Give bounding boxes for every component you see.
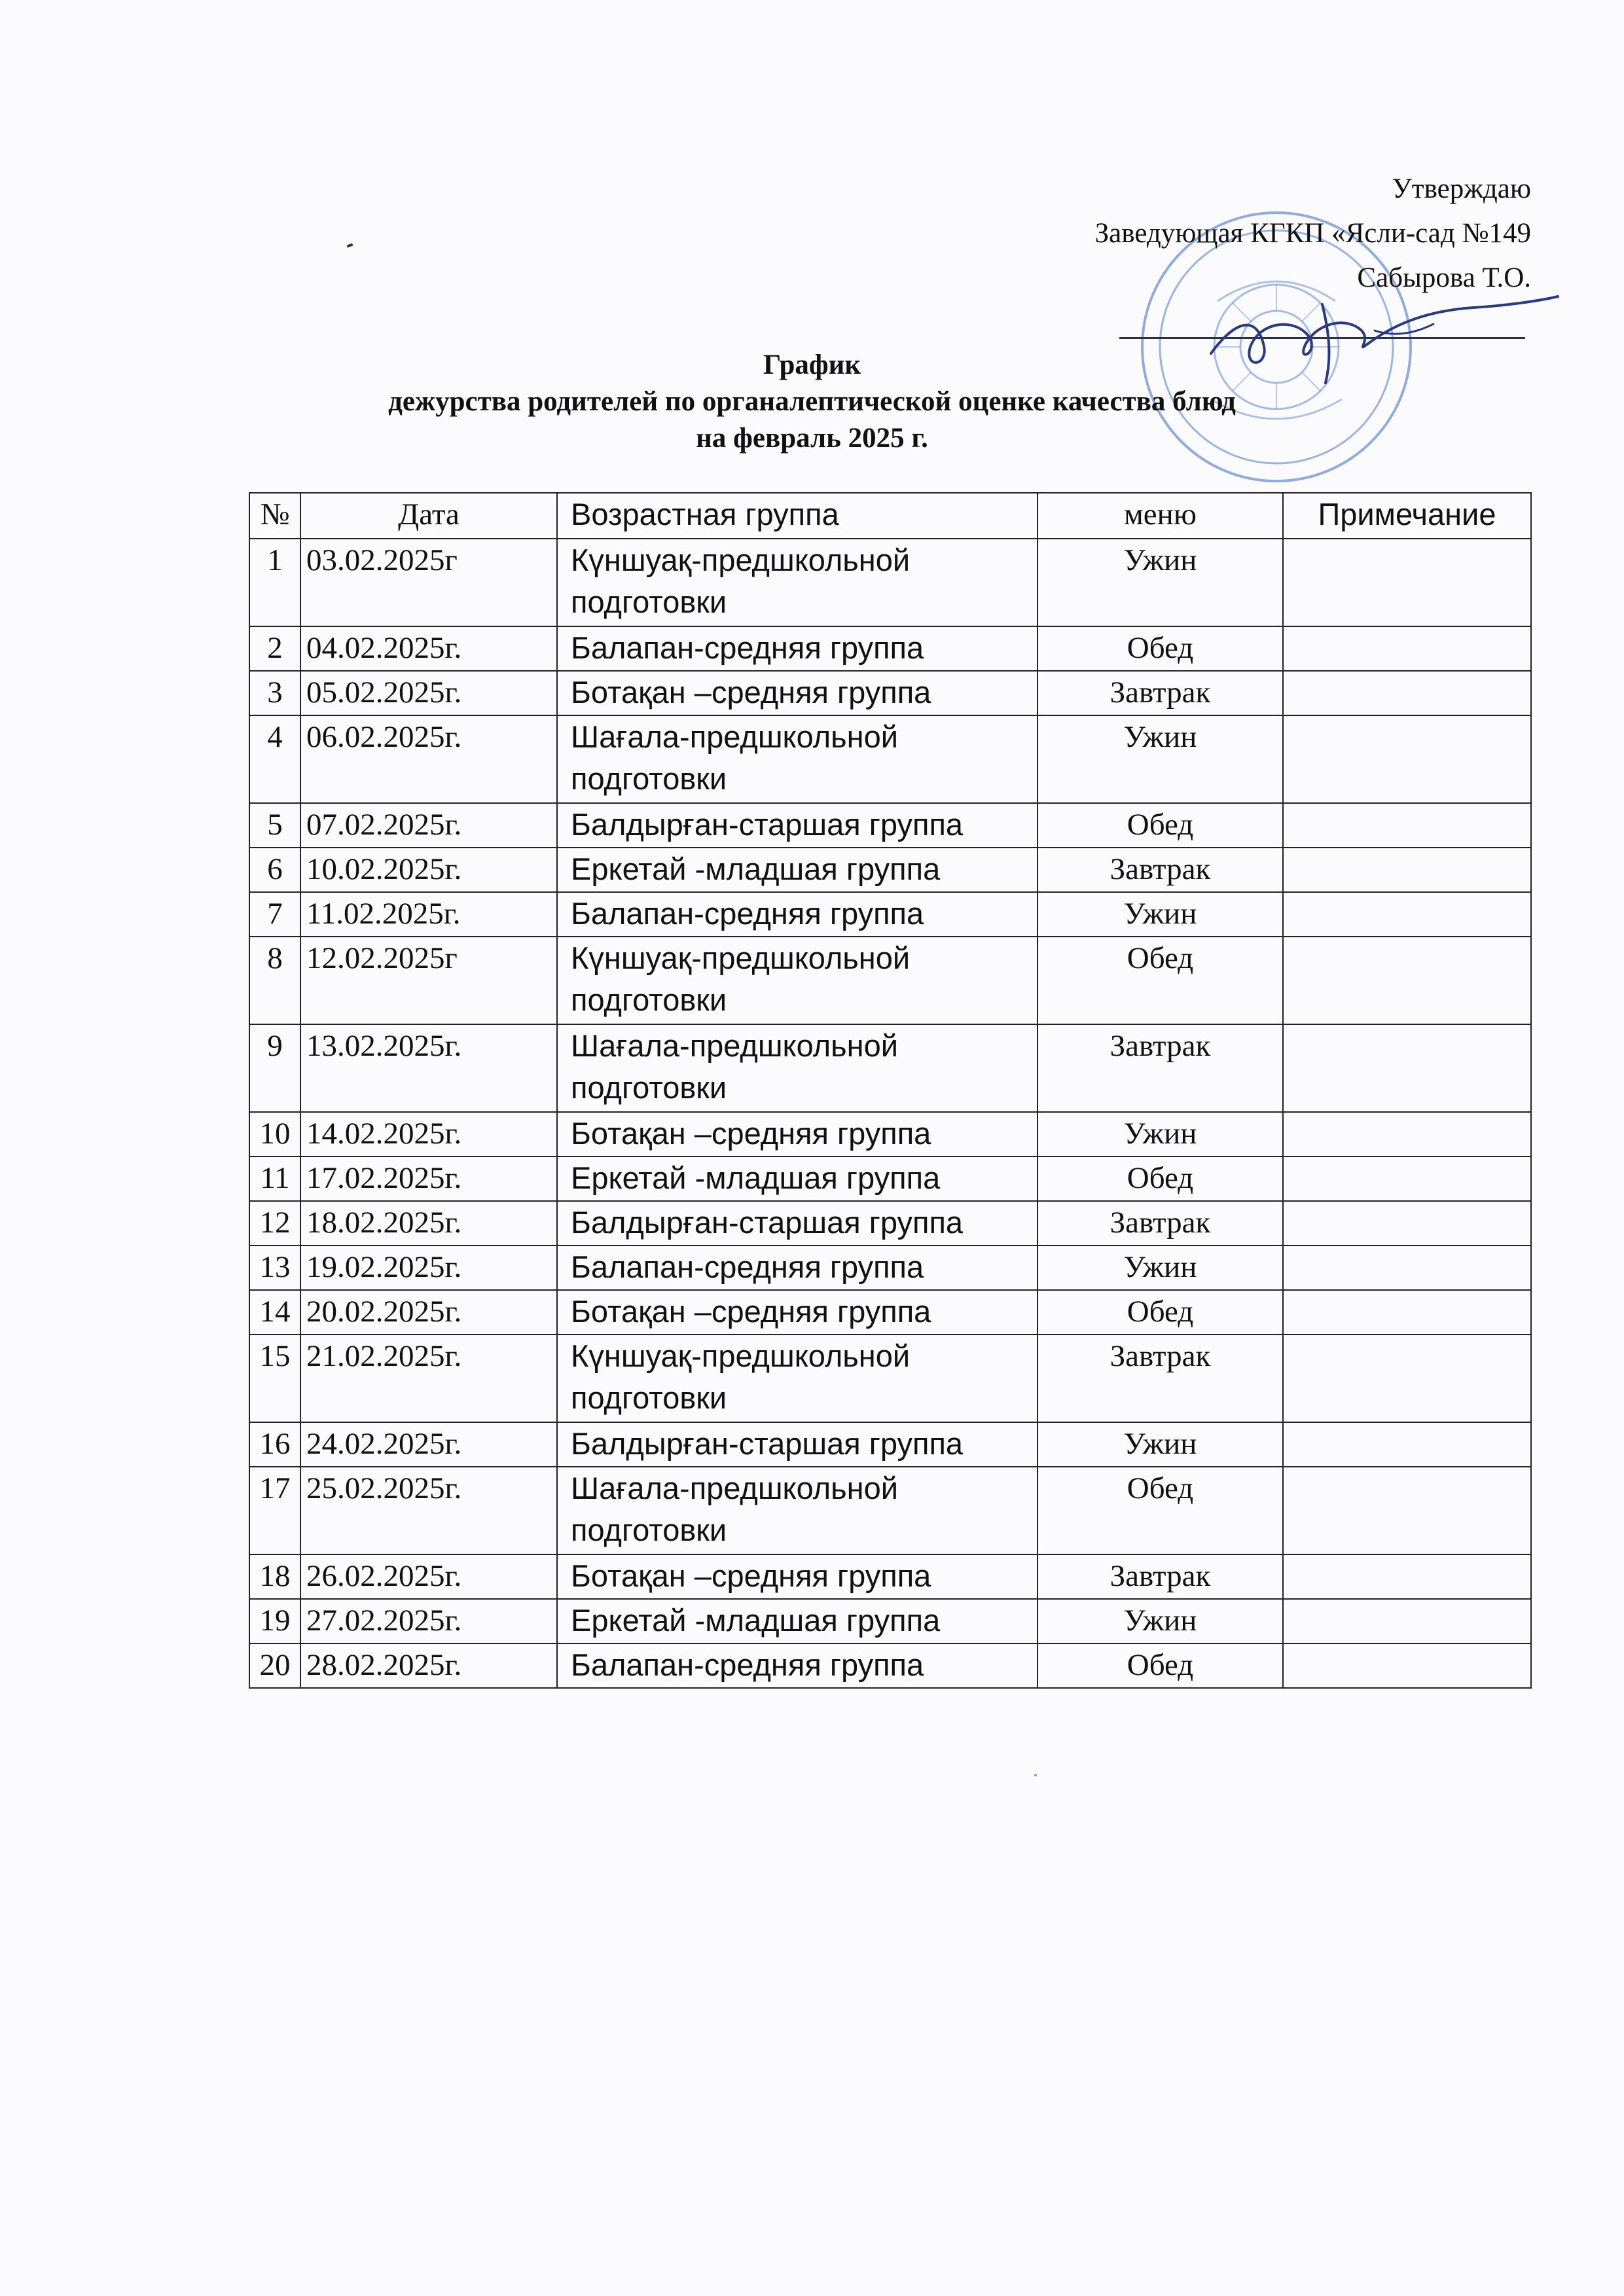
cell-number: 11 xyxy=(249,1157,300,1201)
cell-note xyxy=(1283,1024,1531,1112)
table-row xyxy=(249,1290,1531,1335)
approval-position: Заведующая КГКП «Ясли-сад №149 xyxy=(1094,218,1531,249)
header-date: Дата xyxy=(300,493,557,539)
cell-note xyxy=(1283,1422,1531,1467)
cell-menu: Завтрак xyxy=(1038,1335,1283,1422)
scan-speck xyxy=(1034,1774,1037,1776)
cell-date: 24.02.2025г. xyxy=(300,1422,557,1467)
age-group-line: Балапан-средняя группа xyxy=(571,1249,924,1284)
cell-age-group xyxy=(557,1157,1038,1201)
title-line-3: на февраль 2025 г. xyxy=(696,423,928,454)
table-row xyxy=(249,892,1531,937)
cell-age-group xyxy=(557,892,1038,937)
cell-note xyxy=(1283,1335,1531,1422)
scan-speck xyxy=(347,243,353,248)
cell-date: 07.02.2025г. xyxy=(300,803,557,848)
age-group-line: Шағала-предшкольной xyxy=(571,1028,898,1063)
cell-note xyxy=(1283,892,1531,937)
age-group-line: Балдырған-старшая группа xyxy=(571,1205,964,1240)
cell-age-group xyxy=(557,1201,1038,1246)
cell-date: 17.02.2025г. xyxy=(300,1157,557,1201)
cell-note xyxy=(1283,1157,1531,1201)
age-group-line: Ботақан –средняя группа xyxy=(571,1558,931,1593)
cell-menu: Завтрак xyxy=(1038,848,1283,892)
cell-date: 21.02.2025г. xyxy=(300,1335,557,1422)
cell-note xyxy=(1283,1246,1531,1290)
cell-number: 6 xyxy=(249,848,300,892)
table-row xyxy=(249,1335,1531,1422)
age-group-line: Балапан-средняя группа xyxy=(571,1647,924,1682)
cell-date: 20.02.2025г. xyxy=(300,1290,557,1335)
cell-menu: Завтрак xyxy=(1038,1024,1283,1112)
cell-date: 12.02.2025г xyxy=(300,937,557,1024)
table-row xyxy=(249,1157,1531,1201)
cell-date: 06.02.2025г. xyxy=(300,715,557,803)
cell-number: 17 xyxy=(249,1467,300,1554)
age-group-line: Күншуақ-предшкольной xyxy=(571,1338,911,1373)
cell-note xyxy=(1283,848,1531,892)
cell-age-group xyxy=(557,848,1038,892)
cell-note xyxy=(1283,715,1531,803)
cell-note xyxy=(1283,1201,1531,1246)
cell-number: 13 xyxy=(249,1246,300,1290)
cell-menu: Обед xyxy=(1038,626,1283,671)
cell-menu: Ужин xyxy=(1038,1112,1283,1157)
cell-number: 19 xyxy=(249,1599,300,1643)
approval-name: Сабырова Т.О. xyxy=(1357,262,1531,293)
table-row xyxy=(249,937,1531,1024)
cell-date: 27.02.2025г. xyxy=(300,1599,557,1643)
header-note: Примечание xyxy=(1283,493,1531,539)
cell-age-group xyxy=(557,1599,1038,1643)
table-row xyxy=(249,1422,1531,1467)
cell-number: 15 xyxy=(249,1335,300,1422)
table-row xyxy=(249,1467,1531,1554)
cell-date: 05.02.2025г. xyxy=(300,671,557,715)
table-row xyxy=(249,715,1531,803)
cell-age-group xyxy=(557,1422,1038,1467)
cell-number: 9 xyxy=(249,1024,300,1112)
age-group-line: Ботақан –средняя группа xyxy=(571,675,931,709)
table-row xyxy=(249,1024,1531,1112)
age-group-line: подготовки xyxy=(571,982,727,1017)
age-group-line: Еркетай -младшая группа xyxy=(571,1603,941,1638)
age-group-line: Шағала-предшкольной xyxy=(571,1471,898,1505)
age-group-line: Балдырған-старшая группа xyxy=(571,1426,964,1461)
table-header-row xyxy=(249,493,1531,539)
cell-date: 14.02.2025г. xyxy=(300,1112,557,1157)
cell-note xyxy=(1283,1112,1531,1157)
cell-number: 20 xyxy=(249,1643,300,1688)
cell-note xyxy=(1283,539,1531,626)
cell-menu: Завтрак xyxy=(1038,671,1283,715)
age-group-line: подготовки xyxy=(571,584,727,619)
cell-number: 18 xyxy=(249,1554,300,1599)
cell-number: 14 xyxy=(249,1290,300,1335)
cell-age-group xyxy=(557,1290,1038,1335)
document-title xyxy=(0,347,1624,457)
age-group-line: Балапан-средняя группа xyxy=(571,630,924,665)
cell-number: 12 xyxy=(249,1201,300,1246)
cell-menu: Обед xyxy=(1038,1157,1283,1201)
cell-age-group xyxy=(557,1024,1038,1112)
cell-date: 11.02.2025г. xyxy=(300,892,557,937)
table-row xyxy=(249,1643,1531,1688)
cell-age-group xyxy=(557,1246,1038,1290)
cell-age-group xyxy=(557,803,1038,848)
cell-note xyxy=(1283,1643,1531,1688)
table-row xyxy=(249,671,1531,715)
cell-date: 28.02.2025г. xyxy=(300,1643,557,1688)
header-age-group: Возрастная группа xyxy=(557,493,1038,539)
cell-number: 10 xyxy=(249,1112,300,1157)
cell-number: 16 xyxy=(249,1422,300,1467)
age-group-line: Күншуақ-предшкольной xyxy=(571,941,911,975)
table-row xyxy=(249,539,1531,626)
cell-age-group xyxy=(557,1643,1038,1688)
cell-note xyxy=(1283,1554,1531,1599)
cell-date: 04.02.2025г. xyxy=(300,626,557,671)
cell-age-group xyxy=(557,1112,1038,1157)
age-group-line: Балдырған-старшая группа xyxy=(571,807,964,842)
age-group-line: подготовки xyxy=(571,1070,727,1105)
cell-age-group xyxy=(557,1554,1038,1599)
cell-menu: Ужин xyxy=(1038,892,1283,937)
table-row xyxy=(249,803,1531,848)
cell-number: 5 xyxy=(249,803,300,848)
cell-number: 2 xyxy=(249,626,300,671)
age-group-line: Балапан-средняя группа xyxy=(571,896,924,931)
cell-menu: Ужин xyxy=(1038,1599,1283,1643)
header-menu: меню xyxy=(1038,493,1283,539)
cell-date: 03.02.2025г xyxy=(300,539,557,626)
cell-menu: Обед xyxy=(1038,937,1283,1024)
cell-age-group xyxy=(557,1467,1038,1554)
cell-menu: Ужин xyxy=(1038,1246,1283,1290)
cell-note xyxy=(1283,626,1531,671)
cell-number: 4 xyxy=(249,715,300,803)
table-row xyxy=(249,1599,1531,1643)
cell-note xyxy=(1283,803,1531,848)
cell-date: 19.02.2025г. xyxy=(300,1246,557,1290)
age-group-line: Ботақан –средняя группа xyxy=(571,1294,931,1329)
cell-date: 13.02.2025г. xyxy=(300,1024,557,1112)
age-group-line: подготовки xyxy=(571,1513,727,1547)
table-row xyxy=(249,1112,1531,1157)
cell-age-group xyxy=(557,937,1038,1024)
cell-age-group xyxy=(557,715,1038,803)
duty-schedule-table xyxy=(249,492,1532,1689)
cell-number: 8 xyxy=(249,937,300,1024)
cell-date: 10.02.2025г. xyxy=(300,848,557,892)
age-group-line: Еркетай -младшая группа xyxy=(571,852,941,886)
header-number: № xyxy=(249,493,300,539)
age-group-line: подготовки xyxy=(571,761,727,796)
cell-menu: Ужин xyxy=(1038,715,1283,803)
age-group-line: Ботақан –средняя группа xyxy=(571,1116,931,1151)
table-row xyxy=(249,1554,1531,1599)
cell-age-group xyxy=(557,626,1038,671)
cell-menu: Завтрак xyxy=(1038,1554,1283,1599)
approval-block xyxy=(1095,167,1531,300)
age-group-line: Күншуақ-предшкольной xyxy=(571,543,911,577)
cell-date: 18.02.2025г. xyxy=(300,1201,557,1246)
cell-date: 25.02.2025г. xyxy=(300,1467,557,1554)
cell-note xyxy=(1283,1290,1531,1335)
cell-number: 7 xyxy=(249,892,300,937)
cell-menu: Ужин xyxy=(1038,1422,1283,1467)
title-line-1: График xyxy=(763,350,861,380)
cell-menu: Обед xyxy=(1038,1643,1283,1688)
cell-note xyxy=(1283,1467,1531,1554)
table-row xyxy=(249,1201,1531,1246)
cell-age-group xyxy=(557,1335,1038,1422)
table-row xyxy=(249,626,1531,671)
age-group-line: Еркетай -младшая группа xyxy=(571,1160,941,1195)
cell-note xyxy=(1283,671,1531,715)
approval-title: Утверждаю xyxy=(1392,173,1531,204)
cell-note xyxy=(1283,1599,1531,1643)
cell-date: 26.02.2025г. xyxy=(300,1554,557,1599)
table-row xyxy=(249,1246,1531,1290)
cell-menu: Ужин xyxy=(1038,539,1283,626)
age-group-line: Шағала-предшкольной xyxy=(571,719,898,754)
age-group-line: подготовки xyxy=(571,1380,727,1415)
table-row xyxy=(249,848,1531,892)
cell-age-group xyxy=(557,539,1038,626)
cell-number: 3 xyxy=(249,671,300,715)
cell-age-group xyxy=(557,671,1038,715)
title-line-2: дежурства родителей по органалептической оценке качества блюд xyxy=(388,386,1236,417)
cell-number: 1 xyxy=(249,539,300,626)
cell-menu: Обед xyxy=(1038,1467,1283,1554)
cell-menu: Обед xyxy=(1038,803,1283,848)
cell-menu: Завтрак xyxy=(1038,1201,1283,1246)
cell-menu: Обед xyxy=(1038,1290,1283,1335)
cell-note xyxy=(1283,937,1531,1024)
